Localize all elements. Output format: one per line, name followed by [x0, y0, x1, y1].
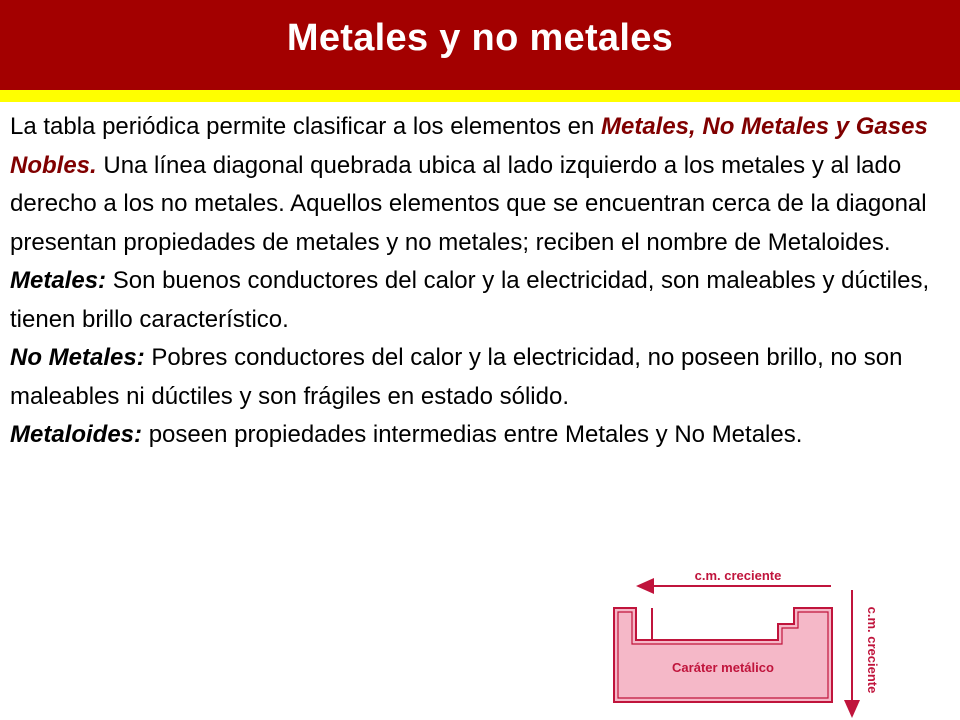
periodic-table-outline-icon — [614, 608, 832, 702]
intro-text-start: La tabla periódica permite clasificar a los elementos en — [10, 113, 601, 140]
term-metales: Metales: — [10, 267, 107, 294]
side-arrow-label: c.m. creciente — [865, 606, 880, 694]
definition-no-metales — [10, 339, 950, 416]
slide-body — [10, 108, 950, 455]
intro-text-end: Una línea diagonal quebrada ubica al lado izquierdo a los metales y al lado derecho a los no metales. Aquellos elementos que se encuentran cerca de la diagonal presentan propiedades de metales y no metales; reciben el nombre de Metaloides. — [10, 151, 927, 256]
definition-metales-text: Son buenos conductores del calor y la electricidad, son maleables y dúctiles, tienen brillo característico. — [10, 267, 930, 333]
metallic-character-diagram — [596, 560, 896, 720]
title-underline-stripe — [0, 90, 960, 102]
definition-no-metales-text: Pobres conductores del calor y la electricidad, no poseen brillo, no son maleables ni dúctiles y son frágiles en estado sólido. — [10, 344, 903, 410]
intro-highlight: Metales, No Metales y Gases Nobles. — [10, 113, 928, 179]
term-metaloides: Metaloides: — [10, 421, 143, 448]
definition-metaloides — [10, 416, 950, 455]
title-bar — [0, 0, 960, 90]
definition-metaloides-text: poseen propiedades intermedias entre Metales y No Metales. — [142, 421, 803, 448]
center-label: Caráter metálico — [672, 660, 774, 675]
term-no-metales: No Metales: — [10, 344, 145, 371]
page-title: Metales y no metales — [286, 16, 674, 59]
intro-paragraph — [10, 108, 950, 262]
top-arrow-label: c.m. creciente — [694, 568, 782, 583]
definition-metales — [10, 262, 950, 339]
